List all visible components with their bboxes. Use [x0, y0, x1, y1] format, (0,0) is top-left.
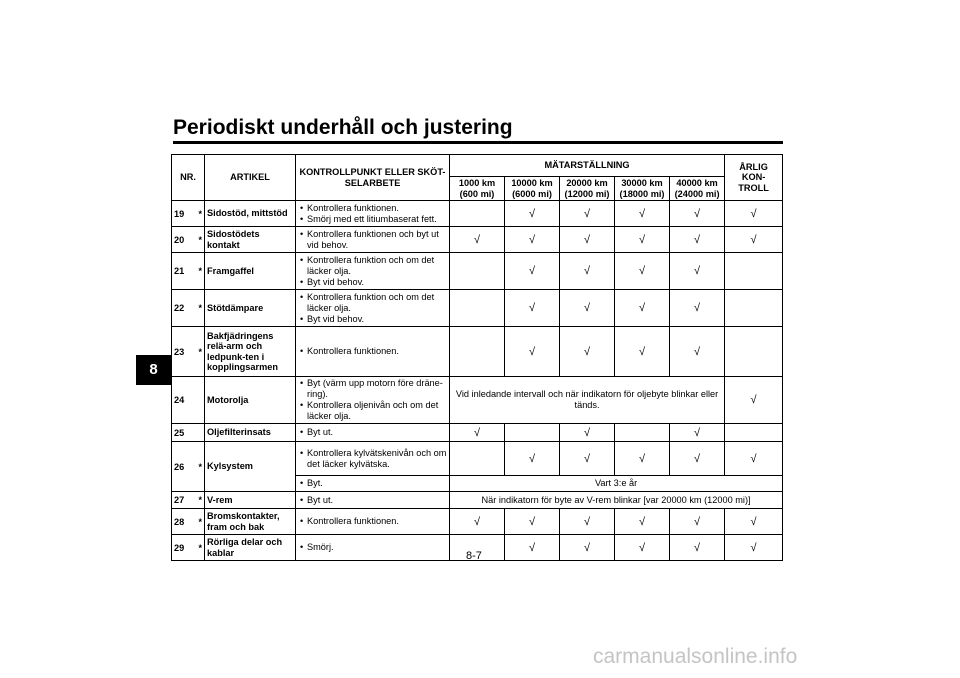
check-mark: √	[560, 201, 615, 227]
check-mark	[505, 424, 560, 442]
check-list	[298, 378, 447, 422]
check-mark: √	[615, 253, 670, 290]
check-mark: √	[450, 424, 505, 442]
row-item: Bakfjädringens relä-arm och ledpunk-ten i kopplingsarmen	[205, 327, 296, 377]
check-item: • Kontrollera funktionen och byt ut vid behov.	[298, 229, 447, 251]
check-mark: √	[615, 509, 670, 535]
table-row	[172, 253, 783, 290]
check-mark: √	[560, 290, 615, 327]
row-item: Sidostöd, mittstöd	[205, 201, 296, 227]
check-cell	[296, 253, 450, 290]
table-row	[172, 201, 783, 227]
row-star: *	[197, 509, 205, 535]
check-mark: √	[670, 509, 725, 535]
row-item: Framgaffel	[205, 253, 296, 290]
check-item: • Smörj med ett litiumbaserat fett.	[298, 214, 447, 225]
row-number: 28	[172, 509, 197, 535]
check-mark: √	[560, 253, 615, 290]
check-mark: √	[725, 535, 783, 561]
check-list	[298, 229, 447, 251]
row-star: *	[197, 492, 205, 509]
table-body	[172, 201, 783, 561]
check-mark: √	[505, 509, 560, 535]
row-star: *	[197, 227, 205, 253]
span-note: Vart 3:e år	[450, 476, 783, 492]
check-mark: √	[725, 227, 783, 253]
check-item: • Smörj.	[298, 542, 447, 553]
check-list	[298, 203, 447, 225]
check-mark	[450, 442, 505, 476]
check-cell	[296, 424, 450, 442]
row-star	[197, 377, 205, 424]
check-list	[298, 542, 447, 553]
page-number: 8-7	[466, 550, 482, 562]
row-star: *	[197, 290, 205, 327]
table-row	[172, 442, 783, 476]
check-mark: √	[670, 442, 725, 476]
check-item: • Byt vid behov.	[298, 277, 447, 288]
row-number: 27	[172, 492, 197, 509]
row-number: 23	[172, 327, 197, 377]
row-star: *	[197, 442, 205, 492]
table-row	[172, 424, 783, 442]
check-mark: √	[505, 535, 560, 561]
check-mark	[450, 201, 505, 227]
row-item: Stötdämpare	[205, 290, 296, 327]
check-mark: √	[560, 535, 615, 561]
check-mark: √	[670, 253, 725, 290]
check-list	[298, 292, 447, 325]
row-number: 24	[172, 377, 197, 424]
check-cell	[296, 535, 450, 561]
check-mark: √	[450, 227, 505, 253]
check-item: • Byt ut.	[298, 495, 447, 506]
row-number: 29	[172, 535, 197, 561]
table-row	[172, 492, 783, 509]
header-nr: NR.	[172, 155, 205, 201]
row-number: 20	[172, 227, 197, 253]
check-list	[298, 516, 447, 527]
check-mark: √	[505, 327, 560, 377]
check-cell	[296, 290, 450, 327]
check-cell	[296, 377, 450, 424]
chapter-tab: 8	[136, 355, 171, 385]
check-list	[298, 255, 447, 288]
check-mark: √	[560, 227, 615, 253]
check-cell	[296, 509, 450, 535]
check-mark: √	[615, 442, 670, 476]
check-mark: √	[615, 327, 670, 377]
check-item: • Byt ut.	[298, 427, 447, 438]
check-mark: √	[560, 424, 615, 442]
header-annual: ÅRLIG KON-TROLL	[725, 155, 783, 201]
check-list	[298, 448, 447, 470]
check-mark: √	[670, 327, 725, 377]
check-cell	[296, 476, 450, 492]
watermark: carmanualsonline.info	[593, 645, 798, 668]
check-mark: √	[505, 201, 560, 227]
check-item: • Byt vid behov.	[298, 314, 447, 325]
check-item: • Kontrollera funktionen.	[298, 346, 447, 357]
check-mark	[450, 327, 505, 377]
check-mark	[450, 290, 505, 327]
check-mark	[615, 424, 670, 442]
check-mark: √	[615, 290, 670, 327]
check-mark	[725, 327, 783, 377]
check-mark: √	[670, 227, 725, 253]
check-mark: √	[670, 201, 725, 227]
check-item: • Kontrollera funktion och om det läcker olja.	[298, 292, 447, 314]
check-item: • Byt.	[298, 478, 447, 489]
check-mark: √	[725, 442, 783, 476]
check-cell	[296, 327, 450, 377]
check-mark: √	[505, 442, 560, 476]
table-row	[172, 377, 783, 424]
check-cell	[296, 442, 450, 476]
header-interval: 10000 km (6000 mi)	[505, 177, 560, 201]
check-mark	[725, 253, 783, 290]
check-cell	[296, 201, 450, 227]
check-list	[298, 346, 447, 357]
span-note: När indikatorn för byte av V-rem blinkar [var 20000 km (12000 mi)]	[450, 492, 783, 509]
header-odometer: MÄTARSTÄLLNING	[450, 155, 725, 177]
check-item: • Kontrollera funktionen.	[298, 516, 447, 527]
check-mark	[725, 424, 783, 442]
span-note: Vid inledande intervall och när indikatorn för oljebyte blinkar eller tänds.	[450, 377, 725, 424]
check-mark: √	[450, 509, 505, 535]
check-mark: √	[725, 509, 783, 535]
check-list	[298, 427, 447, 438]
row-number: 25	[172, 424, 197, 442]
check-mark: √	[670, 535, 725, 561]
check-mark: √	[670, 424, 725, 442]
row-star: *	[197, 253, 205, 290]
check-mark	[450, 253, 505, 290]
check-mark: √	[615, 201, 670, 227]
row-item: Kylsystem	[205, 442, 296, 492]
row-star	[197, 424, 205, 442]
check-item: • Byt (värm upp motorn före dräne-ring).	[298, 378, 447, 400]
row-number: 19	[172, 201, 197, 227]
header-interval: 20000 km (12000 mi)	[560, 177, 615, 201]
check-cell	[296, 492, 450, 509]
row-item: Motorolja	[205, 377, 296, 424]
check-item: • Kontrollera kylvätskenivån och om det läcker kylvätska.	[298, 448, 447, 470]
check-mark: √	[505, 253, 560, 290]
row-item: Sidostödets kontakt	[205, 227, 296, 253]
page-title: Periodiskt underhåll och justering	[173, 116, 513, 139]
check-mark: √	[560, 327, 615, 377]
maintenance-table	[171, 154, 783, 561]
header-interval: 1000 km (600 mi)	[450, 177, 505, 201]
row-item: Oljefilterinsats	[205, 424, 296, 442]
row-item: Bromskontakter, fram och bak	[205, 509, 296, 535]
row-item: V-rem	[205, 492, 296, 509]
check-mark: √	[615, 227, 670, 253]
table-row	[172, 509, 783, 535]
row-number: 21	[172, 253, 197, 290]
table-row	[172, 327, 783, 377]
check-item: • Kontrollera funktion och om det läcker olja.	[298, 255, 447, 277]
check-item: • Kontrollera oljenivån och om det läcker olja.	[298, 400, 447, 422]
row-number: 26	[172, 442, 197, 492]
check-mark: √	[670, 290, 725, 327]
check-list	[298, 495, 447, 506]
row-star: *	[197, 327, 205, 377]
check-mark: √	[615, 535, 670, 561]
check-item: • Kontrollera funktionen.	[298, 203, 447, 214]
row-number: 22	[172, 290, 197, 327]
header-item: ARTIKEL	[205, 155, 296, 201]
check-list	[298, 478, 447, 489]
check-mark: √	[725, 377, 783, 424]
check-mark: √	[560, 509, 615, 535]
check-mark: √	[725, 201, 783, 227]
header-check: KONTROLLPUNKT ELLER SKÖT-SELARBETE	[296, 155, 450, 201]
check-mark: √	[505, 227, 560, 253]
header-interval: 30000 km (18000 mi)	[615, 177, 670, 201]
check-mark: √	[560, 442, 615, 476]
check-mark	[725, 290, 783, 327]
row-star: *	[197, 535, 205, 561]
header-interval: 40000 km (24000 mi)	[670, 177, 725, 201]
title-rule	[173, 141, 783, 144]
table-row	[172, 290, 783, 327]
row-star: *	[197, 201, 205, 227]
row-item: Rörliga delar och kablar	[205, 535, 296, 561]
check-mark: √	[505, 290, 560, 327]
table-row	[172, 227, 783, 253]
check-cell	[296, 227, 450, 253]
